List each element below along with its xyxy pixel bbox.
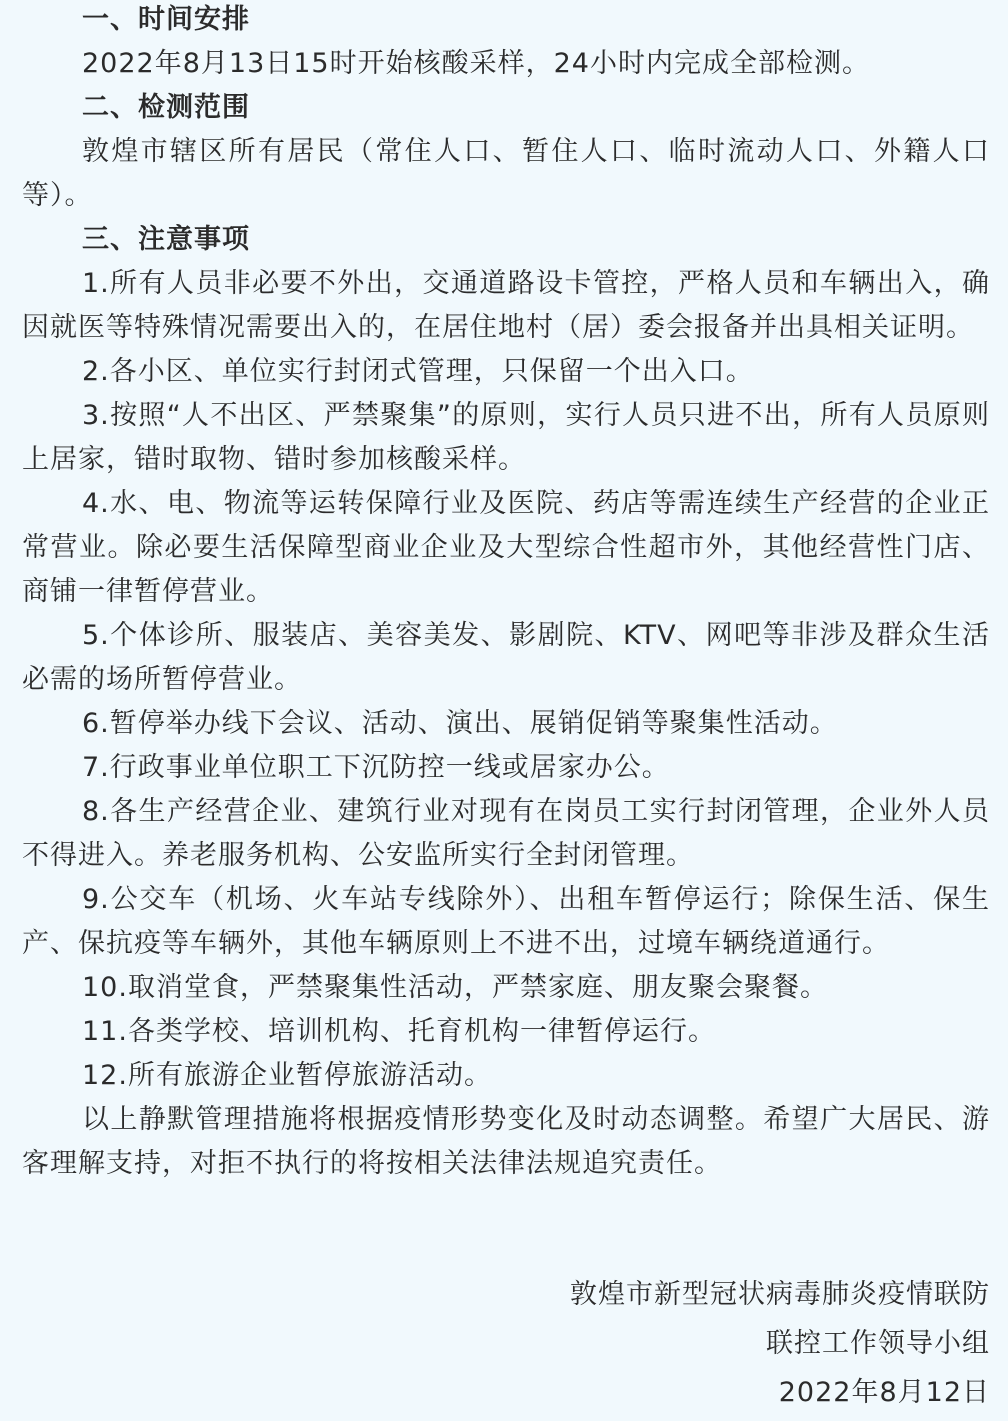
notice-item: 2.各小区、单位实行封闭式管理，只保留一个出入口。 — [82, 356, 754, 387]
signature-date: 2022年8月12日 — [778, 1377, 990, 1408]
paragraph: 2022年8月13日15时开始核酸采样，24小时内完成全部检测。 — [82, 48, 870, 79]
section-heading: 二、检测范围 — [82, 92, 250, 123]
notice-item: 9.公交车（机场、火车站专线除外）、出租车暂停运行；除保生活、保生产、保抗疫等车辆外，其他车辆原则上不进不出，过境车辆绕道通行。 — [22, 884, 990, 959]
section-heading: 三、注意事项 — [82, 224, 250, 255]
notice-item: 5.个体诊所、服装店、美容美发、影剧院、KTV、网吧等非涉及群众生活必需的场所暂停营业。 — [22, 620, 990, 695]
notice-item: 7.行政事业单位职工下沉防控一线或居家办公。 — [82, 752, 670, 783]
notice-item: 12.所有旅游企业暂停旅游活动。 — [82, 1060, 492, 1091]
signature-org-line2: 联控工作领导小组 — [766, 1328, 990, 1359]
notice-item: 3.按照“人不出区、严禁聚集”的原则，实行人员只进不出，所有人员原则上居家，错时取物、错时参加核酸采样。 — [22, 400, 990, 475]
section-heading: 一、时间安排 — [82, 4, 250, 35]
closing-paragraph: 以上静默管理措施将根据疫情形势变化及时动态调整。希望广大居民、游客理解支持，对拒不执行的将按相关法律法规追究责任。 — [22, 1104, 990, 1179]
notice-body — [22, 0, 990, 1186]
notice-item: 4.水、电、物流等运转保障行业及医院、药店等需连续生产经营的企业正常营业。除必要生活保障型商业企业及大型综合性超市外，其他经营性门店、商铺一律暂停营业。 — [22, 488, 990, 607]
notice-item: 8.各生产经营企业、建筑行业对现有在岗员工实行封闭管理，企业外人员不得进入。养老服务机构、公安监所实行全封闭管理。 — [22, 796, 990, 871]
signature-block — [570, 1270, 990, 1417]
paragraph: 敦煌市辖区所有居民（常住人口、暂住人口、临时流动人口、外籍人口等）。 — [22, 136, 990, 211]
notice-item: 1.所有人员非必要不外出，交通道路设卡管控，严格人员和车辆出入，确因就医等特殊情况需要出入的，在居住地村（居）委会报备并出具相关证明。 — [22, 268, 990, 343]
notice-item: 10.取消堂食，严禁聚集性活动，严禁家庭、朋友聚会聚餐。 — [82, 972, 828, 1003]
notice-item: 11.各类学校、培训机构、托育机构一律暂停运行。 — [82, 1016, 716, 1047]
signature-org-line1: 敦煌市新型冠状病毒肺炎疫情联防 — [570, 1279, 990, 1310]
notice-item: 6.暂停举办线下会议、活动、演出、展销促销等聚集性活动。 — [82, 708, 838, 739]
